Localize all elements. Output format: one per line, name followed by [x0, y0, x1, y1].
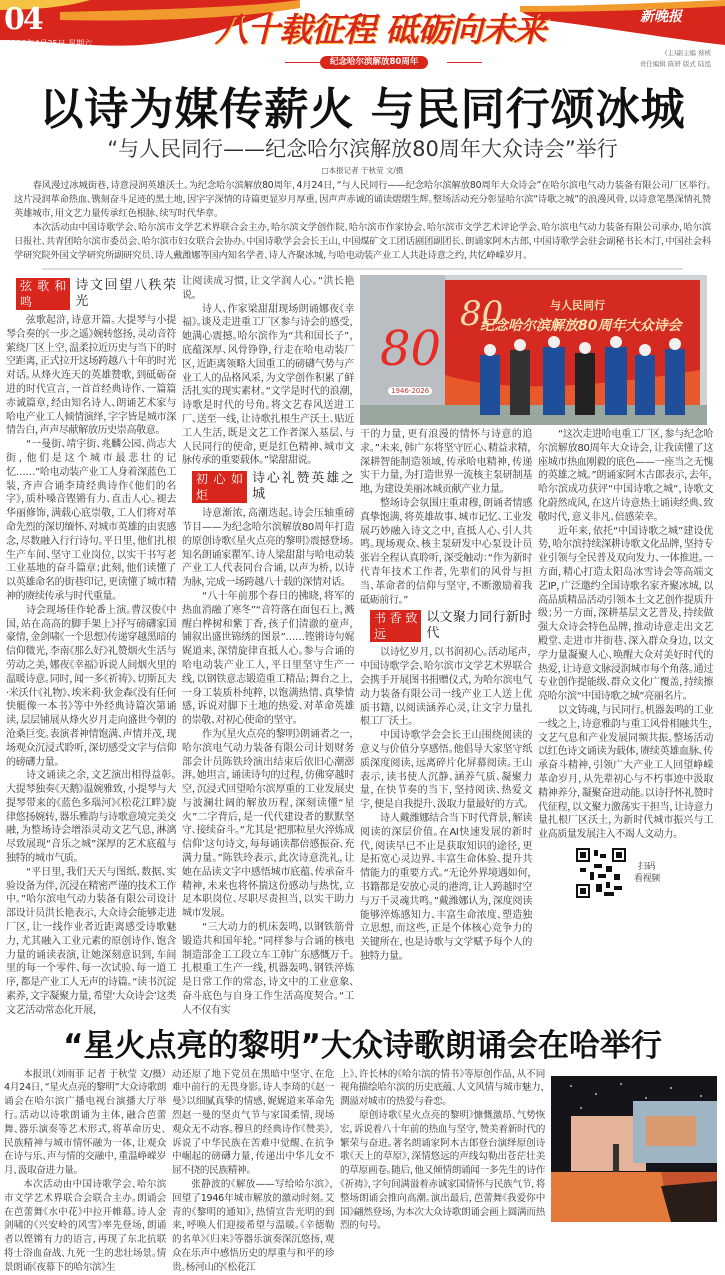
section-tag: 弦歌和鸣 — [16, 278, 70, 310]
event-photo — [360, 275, 707, 425]
paragraph: 以诗忆岁月，以书润初心。活动尾声，中国诗歌学会、哈尔滨市文学艺术界联合会携手开展图书捐赠仪式，为哈尔滨电气动力装备有限公司一线产业工人送上优质书籍，以阅读涵养心灵，让文字力量扎根工厂沃土。 — [360, 647, 532, 728]
paragraph: 本次活动由中国诗歌学会、哈尔滨市文学艺术界联合会主办，哈尔滨文学创作院、哈尔滨市作家协会、哈尔滨市文学艺术评论学会、哈尔滨电气动力装备有限公司承办，哈尔滨日报社、共青团哈尔滨市委员会、哈尔滨市妇女联合会协办。中国诗歌学会会长王山，中国煤矿文工团话剧团副团长、朗诵家阿木古郎，中国诗歌学会驻会副秘书长木汀，中国社会科学研究院外国文学研究所副研究员、诗人戴潍娜等国内知名学者、诗人齐聚冰城，与哈电动装产业工人共赴诗意之约，共忆峥嵘岁月。 — [14, 222, 711, 261]
section-tag: 初心如炬 — [192, 471, 247, 503]
page-number: 04 — [4, 2, 42, 37]
article2-column-2 — [172, 1068, 334, 1275]
right-columns — [360, 428, 713, 964]
paragraph: 干的力量，更有浪漫的情怀与诗意的追求。”未来，韩广东将坚守匠心、精益求精，深耕智能制造领域，传承哈电精神，传递实干力量，为打造世界一流核主泵研制基地，为建设美丽冰城贡献产业力量。 — [360, 429, 532, 496]
subheadline: “与人民同行——纪念哈尔滨解放80周年大众诗会”举行 — [107, 137, 618, 161]
paragraph: 诗意渐浓，高潮迭起。诗会压轴重磅节目——为纪念哈尔滨解放80周年打造的原创诗歌《星火点亮的黎明》震撼登场。知名朗诵家瞿军、诗人梁甜甜与哈电动装产业工人代表同台合诵，以声为桥，以诗为脉，完成一场跨越八十载的深情对话。 — [182, 508, 354, 589]
credit-line: (主)副主编 蔡桢 — [664, 49, 711, 57]
main-article-body — [0, 275, 725, 1018]
qr-label-line: 扫码 — [638, 861, 656, 872]
editor-credits — [640, 48, 711, 70]
section-header — [192, 471, 354, 503]
section-header — [370, 610, 532, 642]
intro — [14, 179, 711, 263]
paragraph: “这次走进哈电重工厂区，参与纪念哈尔滨解放80周年大众诗会，让我读懂了这座城市热血刚毅的底色——一座当之无愧的英雄之城。”朗诵家阿木古郎表示，去年，哈尔滨成功获评“中国诗歌之城”，诗歌文化蔚然成风，在这片诗意热土诵读经典、致敬时代，意义非凡、倍感荣幸。 — [538, 429, 713, 523]
paragraph: 作为《星火点亮的黎明》朗诵者之一，哈尔滨电气动力装备有限公司计划财务部会计员陈铁玲演出结束后依旧心潮澎湃。她坦言，诵读诗句的过程，仿佛穿越时空，沉浸式回望哈尔滨厚重的工业发展史与波澜壮阔的解放历程，深刻读懂“星火”二字背后，是一代代建设者的默默坚守、接续奋斗。“尤其是‘把那粒星火淬炼成信仰’这句诗文，每每诵读都倍感振奋、充满力量。”陈铁玲表示，此次诗意洗礼，让她在品读文字中感悟城市底蕴、传承奋斗精神，未来也将怀揣这份感动与热忱，立足本职岗位、尽职尽责担当，以实干助力城市发展。 — [182, 728, 354, 920]
paragraph: 原创诗歌《星火点亮的黎明》慷慨激昂、气势恢宏，诉说着八十年前的热血与坚守，赞美着新时代的繁荣与奋进。著名朗诵家阿木古郎登台演绎原创诗歌《天上的草原》，深情悠远的声线勾勒出苍茫壮美的草原画卷。随后，他又倾情朗诵闻一多先生的诗作《祈祷》，字句间满溢着赤诚家国情怀与民族气节，将整场朗诵会推向高潮。演出最后，芭蕾舞《我爱你中国》翩然登场，为本次大众诗歌朗诵会画上圆满而热烈的句号。 — [340, 1110, 545, 1232]
article2-body — [0, 1066, 725, 1275]
article2-column-1 — [4, 1068, 166, 1275]
divider — [42, 268, 683, 270]
section-title: 以文聚力同行新时代 — [426, 610, 532, 642]
qr-label — [634, 861, 660, 885]
paragraph: 弦歌起浒，诗意开篇。大提琴与小提琴合奏的《一步之遥》婉转悠扬，灵动音符萦绕厂区上空，温柔拉近历史与当下的时空距离，正式拉开这场跨越八十年的时光对话。从烽火连天的英雄赞歌，到砥砺奋进的时代宣言，一首首经典诗作、一篇篇赤诚篇章，经由知名诗人、朗诵艺术家与哈电产业工人倾情演绎，字字皆是城市深情告白，声声尽献解放历史崇高敬意。 — [6, 315, 176, 437]
anniversary-pill: 纪念哈尔滨解放80周年 — [320, 56, 428, 69]
paragraph: 本次活动由中国诗歌学会、哈尔滨市文学艺术界联合会联合主办。朗诵会在芭蕾舞《水中花》中拉开帷幕。诗人金剑啸的《兴安岭的风雪》率先登场，朗诵者以铿锵有力的语言，再现了东北抗联将士浴血奋战、九死一生的悲壮场景。情景朗诵《夜幕下的哈尔滨》生 — [4, 1179, 166, 1273]
column-1 — [6, 275, 176, 1018]
article2-column-3 — [340, 1068, 545, 1234]
banner-text: 纪念哈尔滨解放80周年大众诗会 — [480, 318, 682, 334]
paragraph: 诗会现场佳作轮番上演。曹汉俊《中国，站在高高的脚手架上》抒写磅礴家国豪情，金剑啸《一个思想》传递穿越黑暗的信仰微光，李南《那么好》礼赞烟火生活与劳动之美，娜夜《幸福》诉说人间烟火里的温暖诗意。同时，闻一多《祈祷》、切斯瓦夫·米沃什《礼物》、埃米莉·狄金森《没有任何快艇像一本书》等中外经典诗篇次第诵读，层层铺展从烽火岁月走向盛世今朝的沧桑巨变。表演者神情饱满、声情并茂，现场观众沉浸式聆听，深切感受文字与信仰的磅礴力量。 — [6, 604, 176, 768]
right-area — [360, 275, 713, 964]
byline: □本报记者 于秋莹 文/摄 — [321, 166, 404, 175]
issue-date: 2026年4月25日 星期六 — [6, 39, 93, 48]
svg-text:80: 80 — [380, 321, 442, 377]
section-title: 诗心礼赞英雄之城 — [252, 471, 354, 503]
photo-illustration — [360, 275, 707, 425]
paragraph: 近年来，依托“中国诗歌之城”建设优势，哈尔滨持续深耕诗歌文化品牌，坚持专业引领与全民普及双向发力、一体推进。一方面，精心打造太阳岛冰雪诗会等高端文艺IP，广泛邀约全国诗歌名家齐聚冰城，以高品质精品活动引领本土文艺创作提质升级；另一方面，深耕基层文艺普及，持续做强大众诗会特色品牌，推动诗意走出文艺殿堂、走进市井街巷、深入群众身边，以文学力量凝聚人心、唤醒大众对美好时代的热爱，让诗意文脉浸润城市每个角落。通过专业创作提能级、群众文化广覆盖，持续擦亮哈尔滨“中国诗歌之城”亮丽名片。 — [538, 525, 713, 703]
credit-line: 责任编辑 陈妍 版式 陆泓 — [639, 60, 711, 68]
photo-illustration — [551, 1076, 717, 1222]
section-title: 诗文回望八秩荣光 — [75, 278, 176, 309]
paragraph: “三大动力的机床轰鸣，以钢铁筋骨锻造共和国年轮。”同样参与合诵的核电制造部金工工段立车工韩广东感慨万千。扎根重工生产一线，机器轰鸣、钢铁淬炼是日常工作的常态，诗文中的工业意象、奋斗底色与自身工作生活高度契合。“工人不仅有实 — [182, 922, 354, 1016]
column-3 — [360, 428, 532, 964]
paragraph: 整场诗会氛围庄重肃穆，朗诵者情感真挚饱满，将英雄故事、城市记忆、工业发展巧妙融入诗文之中，直抵人心、引人共鸣。现场观众、核主泵研发中心泵设计员张岩全程认真聆听，深受触动：“作为新时代青年技术工作者，先辈们的风骨与担当、革命者的信仰与坚守，不断激励着我砥砺前行。” — [360, 497, 532, 606]
column-4 — [538, 428, 713, 898]
paragraph: “平日里，我们天天与图纸、数据、实验设备为伴，沉浸在精密严谨的技术工作中。”哈尔滨电气动力装备有限公司设计部设计员洪长艳表示，大众诗会能够走进厂区，让一线作业者近距离感受诗歌魅力，尤其融入工业元素的原创诗作、饱含力量的诵读表演，让她深刻意识到，车间里的每一个零件、每一次试验、每一道工序，都是产业工人无声的诗篇。“读书沉淀素养，文字凝聚力量，希望‘大众诗会’这类文艺活动常态化开展， — [6, 866, 176, 1016]
divider — [447, 62, 482, 63]
column-2 — [182, 275, 354, 1018]
paragraph: “八十年前那个春日的拂晓，将军的热血消融了寒冬”“音符落在面包石上，溅醒白桦树和紫丁香，孩子们清澈的童声，铺叙出盛世锦绣的图景”……铿锵诗句娓娓道来，深情旋律直抵人心。参与合诵的哈电动装产业工人，平日里坚守生产一线，以钢铁意志锻造重工精品；舞台之上，一身工装质朴纯粹，以饱满热情、真挚情感，诉说对脚下土地的热爱、对革命英雄的崇敬、对初心使命的坚守。 — [182, 590, 354, 727]
years-label: 1946-2026 — [388, 387, 432, 395]
paragraph: 诗人、作家梁甜甜现场朗诵娜夜《幸福》。谈及走进重工厂区参与诗会的感受，她满心震撼。哈尔滨作为“共和国长子”，底蕴深厚、风骨铮铮，行走在哈电动装厂区，近距离领略大国重工的磅礴气势与产业工人的品格风采，为文学创作积累了鲜活扎实的现实素材。“文学是时代的浪潮，诗歌是时代的号角。将文艺春风送进工厂、送至一线，让诗歌扎根生产沃土、贴近工人生活，既是文艺工作者深入基层、与人民同行的使命，更是红色精神、城市文脉传承的重要载体。”梁甜甜说。 — [182, 303, 354, 467]
qr-code[interactable] — [576, 848, 626, 898]
paragraph: 本报讯（刘雨菲 记者 于秋莹 文/摄）4月24日，“星火点亮的黎明”大众诗歌朗诵会在哈尔滨广播电视台演播大厅举行。活动以诗歌朗诵为主体，融合芭蕾舞、器乐演奏等艺术形式，将革命历史、民族精神与城市情怀融为一体，让观众在诗与乐、声与情的交融中，重温峥嵘岁月、汲取奋进力量。 — [4, 1068, 166, 1177]
divider — [285, 62, 320, 63]
paragraph: 让阅读成习惯，让文学润人心。”洪长艳说。 — [182, 276, 354, 301]
paragraph: 诗文诵读之余，文艺演出相得益彰。大提琴独奏《天鹅》温婉雅致，小提琴与大提琴带来的《蓝色多瑙河》《松花江畔》旋律悠扬婉转，器乐雅韵与诗歌意境完美交融，为整场诗会增添灵动文艺气息，淋漓尽致展现“音乐之城”深厚的艺术底蕴与独特的城市气质。 — [6, 770, 176, 865]
headline: 以诗为媒传薪火 与民同行颂冰城 — [39, 84, 686, 135]
banner-text: 与人民同行 — [550, 299, 605, 312]
paragraph: 中国诗歌学会会长王山围绕阅读的意义与价值分享感悟。他倡导大家坚守纸质深度阅读，远离碎片化屏幕阅读。王山表示，读书使人沉静、涵养气质、凝聚力量，在快节奏的当下，坚持阅读、热爱文字，便是自我提升、汲取力量最好的方式。 — [360, 730, 532, 811]
paragraph: 张静波的《解放——写给哈尔滨》，回望了1946年城市解放的激动时刻。艾青的《黎明的通知》，热情宣告光明的到来，呼唤人们迎接希望与温暖。《辛德勒的名单》《归来》等器乐演奏深沉悠扬，观众在乐声中感悟历史的厚重与和平的珍贵。杨河山的《松花江 — [172, 1179, 334, 1273]
qr-label-line: 看视频 — [634, 873, 660, 884]
svg-text:80: 80 — [460, 294, 504, 334]
paragraph: “一曼街、靖宇街、兆麟公园、尚志大街，他们是这个城市最悲壮的记忆……”哈电动装产业工人身着深蓝色工装，齐声合诵李琦经典诗作《他们的名字》，质朴嗓音铿锵有力、直击人心。褪去华丽修饰，满载心底崇敬，工人们将对革命先烈的深切缅怀、对城市英雄的由衷感念，尽数融入行行诗句。平日里，他们扎根生产车间、坚守工业岗位，以实干书写老工业基地的奋斗篇章；此刻，他们读懂了以英雄命名的街巷印记，更读懂了城市精神的赓续传承与时代重量。 — [6, 439, 176, 602]
section-header — [16, 278, 176, 310]
paragraph: 以文铸魂，与民同行。机器轰鸣的工业一线之上，诗意雅韵与重工风骨相融共生，文艺气息和产业发展同频共振。整场活动以红色诗文诵读为载体，赓续英雄血脉、传承奋斗精神，引领广大产业工人回望峥嵘革命岁月，从先辈初心与不朽事迹中汲取精神养分，凝聚奋进动能。以诗抒怀礼赞时代征程，以文聚力激荡实干担当，让诗意力量扎根厂区沃土，为新时代城市振兴与工业高质量发展注入不竭人文动力。 — [538, 704, 713, 841]
paragraph: 动还原了地下党员在黑暗中坚守、在危难中前行的无畏身影。诗人李琦的《赵一曼》以细腻真挚的情感，娓娓道来革命先烈赵一曼的坚贞气节与家国柔情，现场观众无不动容。穆旦的经典诗作《赞美》，诉说了中华民族在苦难中觉醒、在抗争中崛起的磅礴力量，传递出中华儿女不屈不挠的民族精神。 — [172, 1068, 334, 1177]
article2-headline: “星火点亮的黎明”大众诗歌朗诵会在哈举行 — [63, 1027, 662, 1064]
paragraph: 春风漫过冰城街巷，诗意浸润英雄沃土。为纪念哈尔滨解放80周年，4月24日，“与人民同行——纪念哈尔滨解放80周年大众诗会”在哈尔滨电气动力装备有限公司厂区举行。这片浸润革命热血、镌刻奋斗足迹的黑土地，因字字深情的诗篇更显岁月厚重，因声声赤诚的诵读熠熠生辉。整场活动充分彰显哈尔滨“诗歌之城”的浪漫风骨，以诗意笔墨深情礼赞英雄城市，用文艺力量传承红色根脉、续写时代华章。 — [14, 180, 711, 219]
section-masthead: 八十载征程 砥砺向未来 — [215, 10, 546, 49]
paragraph: 上》、许长林的《哈尔滨的情书》等原创作品，从不同视角描绘哈尔滨的历史底蕴、人文风情与城市魅力，潤溢对城市的热爱与眷恋。 — [340, 1068, 545, 1108]
section-tag: 书香致远 — [370, 610, 421, 642]
newspaper-logo: 新晚报 — [640, 9, 682, 25]
qr-block — [576, 848, 713, 898]
page-header — [0, 0, 725, 78]
paragraph: 诗人戴潍娜结合当下时代背景，解读阅读的深层价值。在AI快速发展的新时代，阅读早已不止是获取知识的途径，更是拓宽心灵边界、丰富生命体验、提升共情能力的重要方式。“无论外界境遇如何，书籍都是安放心灵的港湾，让人跨越时空与万千灵魂共鸣。”戴潍娜认为，深度阅读能够淬炼感知力、丰富生命浓度、塑造独立思想，而这些，正是个体核心竞争力的关键所在，也是诗歌与文学赋予每个人的独特力量。 — [360, 812, 532, 962]
stage-photo — [551, 1076, 717, 1222]
